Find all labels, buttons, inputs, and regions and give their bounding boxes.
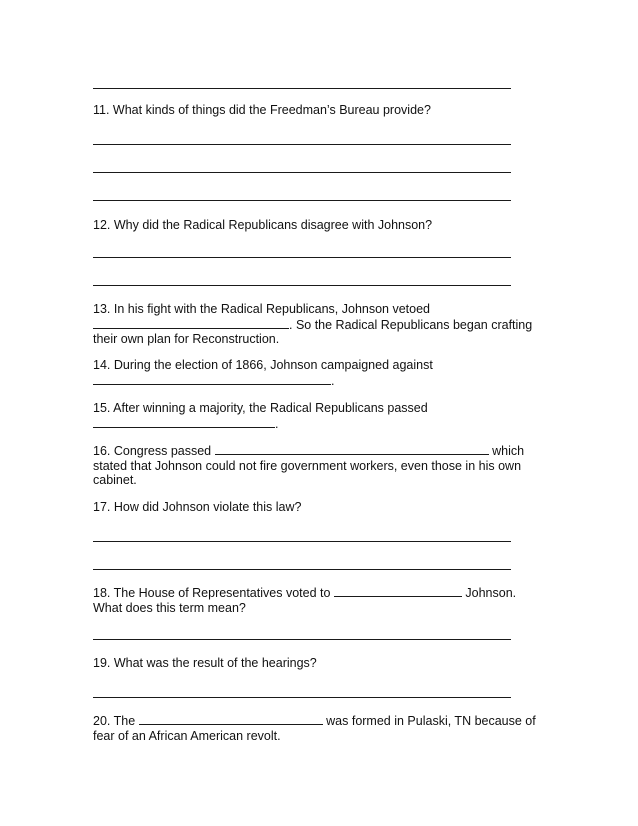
answer-line[interactable] (93, 257, 511, 258)
question-15-line-2 (93, 416, 538, 432)
question-14-line-1: 14. During the election of 1866, Johnson campaigned against (93, 358, 433, 372)
question-14-text: . (331, 373, 335, 388)
question-16-line-2: stated that Johnson could not fire government workers, even those in his own (93, 458, 522, 473)
question-16-line-3: cabinet. (93, 473, 137, 487)
fill-in-blank[interactable] (93, 416, 275, 428)
question-20-text-after: was formed in Pulaski, TN because of (326, 714, 536, 728)
answer-line[interactable] (93, 88, 511, 89)
answer-line[interactable] (93, 144, 511, 145)
question-14-line-2 (93, 373, 538, 389)
answer-line[interactable] (93, 541, 511, 542)
question-20-text: 20. The (93, 714, 136, 728)
question-11: 11. What kinds of things did the Freedman’s Bureau provide? (93, 103, 431, 117)
question-16-line-1 (93, 443, 538, 459)
question-18-line-1 (93, 585, 538, 601)
question-16-text: 16. Congress passed (93, 444, 212, 458)
question-13-line-2 (93, 317, 538, 333)
fill-in-blank[interactable] (139, 713, 323, 725)
question-20 (93, 713, 538, 743)
question-16-text-after: which (492, 444, 525, 458)
question-18 (93, 585, 538, 615)
question-13-line-1: 13. In his fight with the Radical Republicans, Johnson vetoed (93, 302, 431, 316)
question-18-line-2: What does this term mean? (93, 600, 246, 615)
fill-in-blank[interactable] (334, 585, 462, 597)
question-19: 19. What was the result of the hearings? (93, 656, 317, 670)
fill-in-blank[interactable] (215, 443, 489, 455)
question-17: 17. How did Johnson violate this law? (93, 500, 302, 514)
answer-line[interactable] (93, 569, 511, 570)
question-12: 12. Why did the Radical Republicans disagree with Johnson? (93, 218, 433, 232)
question-20-line-1 (93, 713, 538, 729)
answer-line[interactable] (93, 697, 511, 698)
answer-line[interactable] (93, 285, 511, 286)
question-18-text: 18. The House of Representatives voted to (93, 586, 331, 600)
answer-line[interactable] (93, 172, 511, 173)
question-13-line-3: their own plan for Reconstruction. (93, 332, 280, 346)
question-15-line-1: 15. After winning a majority, the Radical Republicans passed (93, 401, 428, 415)
question-15 (93, 401, 538, 431)
answer-line[interactable] (93, 639, 511, 640)
answer-line[interactable] (93, 200, 511, 201)
question-20-line-2: fear of an African American revolt. (93, 728, 281, 743)
fill-in-blank[interactable] (93, 317, 289, 329)
question-15-text: . (275, 416, 279, 431)
question-13-text: . So the Radical Republicans began crafting (289, 317, 533, 332)
question-18-text-after: Johnson. (465, 586, 517, 600)
question-16 (93, 443, 538, 488)
question-14 (93, 358, 538, 388)
question-13 (93, 302, 538, 347)
fill-in-blank[interactable] (93, 373, 331, 385)
